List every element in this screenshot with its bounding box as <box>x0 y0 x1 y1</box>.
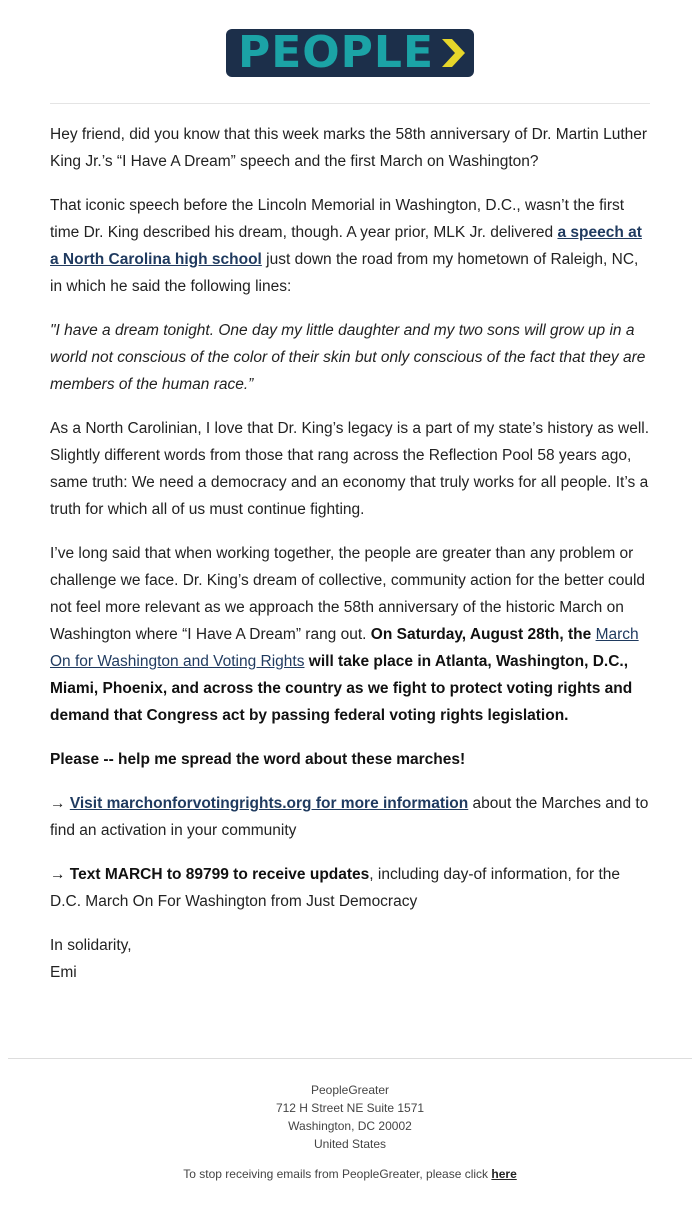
paragraph-text-updates <box>50 861 650 915</box>
footer-address-line2: Washington, DC 20002 <box>288 1119 412 1133</box>
footer-country: United States <box>313 1137 387 1151</box>
visit-site-link[interactable]: Visit marchonforvotingrights.org for more information <box>69 795 469 812</box>
footer-org: PeopleGreater <box>310 1083 390 1097</box>
email-body <box>50 121 650 986</box>
header-divider <box>50 103 650 104</box>
arrow-icon: → <box>50 795 70 812</box>
footer-address-line1: 712 H Street NE Suite 1571 <box>275 1101 425 1115</box>
paragraph-text: about the Marches and to find an activation in your community <box>50 795 649 839</box>
paragraph-speech-history <box>50 192 650 300</box>
paragraph-call-to-action <box>50 746 650 773</box>
footer-divider <box>8 1058 692 1059</box>
mlk-quote: "I have a dream tonight. One day my little daughter and my two sons will grow up in a world not conscious of the color of their skin but only conscious of the fact that they are members of the human race.” <box>50 322 646 393</box>
paragraph-text: I’ve long said that when working together, the people are greater than any problem or challenge we face. Dr. King’s dream of collective, community action for the better could not feel more relevant as we approach the 58th anniversary of the historic March on Washington where “I Have A Dream” rang out. <box>50 545 646 643</box>
signature: Emi <box>50 964 77 981</box>
signoff: In solidarity, <box>50 937 132 954</box>
paragraph-intro: Hey friend, did you know that this week marks the 58th anniversary of Dr. Martin Luther King Jr.’s “I Have A Dream” speech and the first March on Washington? <box>50 126 648 170</box>
paragraph-legacy: As a North Carolinian, I love that Dr. King’s legacy is a part of my state’s history as well. Slightly different words from those that rang across the Reflection Pool 58 years ago, same truth: We need a democracy and an economy that truly works for all people. It’s a truth for which all of us must continue fighting. <box>50 420 650 518</box>
logo-text: PEOPLE <box>237 27 435 78</box>
bold-text: will take place in Atlanta, Washington, D.C., Miami, Phoenix, and across the country as we fight to protect voting rights and demand that Congress act by passing federal voting rights legislation. <box>50 653 633 724</box>
bold-text: On Saturday, August 28th, the <box>370 626 596 643</box>
footer <box>0 1081 700 1183</box>
paragraph-visit-site <box>50 790 650 844</box>
people-logo <box>226 29 474 77</box>
chevron-right-icon <box>438 33 468 73</box>
bold-text: → Text MARCH to 89799 to receive updates <box>50 866 370 883</box>
header <box>0 29 700 77</box>
unsubscribe-link[interactable]: here <box>491 1167 517 1181</box>
paragraph-march-announcement <box>50 540 650 729</box>
paragraph-text: , including day-of information, for the D.C. March On For Washington from Just Democracy <box>50 866 620 910</box>
paragraph-text: just down the road from my hometown of Raleigh, NC, in which he said the following lines: <box>50 251 639 295</box>
unsubscribe-text: To stop receiving emails from PeopleGreater, please click <box>183 1167 492 1181</box>
paragraph-text: That iconic speech before the Lincoln Memorial in Washington, D.C., wasn’t the first time Dr. King described his dream, though. A year prior, MLK Jr. delivered <box>50 197 625 241</box>
march-link[interactable]: March On for Washington and Voting Rights <box>50 626 639 670</box>
signoff-block <box>50 932 650 986</box>
bold-text: Please -- help me spread the word about these marches! <box>50 751 466 768</box>
unsubscribe-line <box>0 1165 700 1183</box>
speech-link[interactable]: a speech at a North Carolina high school <box>50 224 642 268</box>
